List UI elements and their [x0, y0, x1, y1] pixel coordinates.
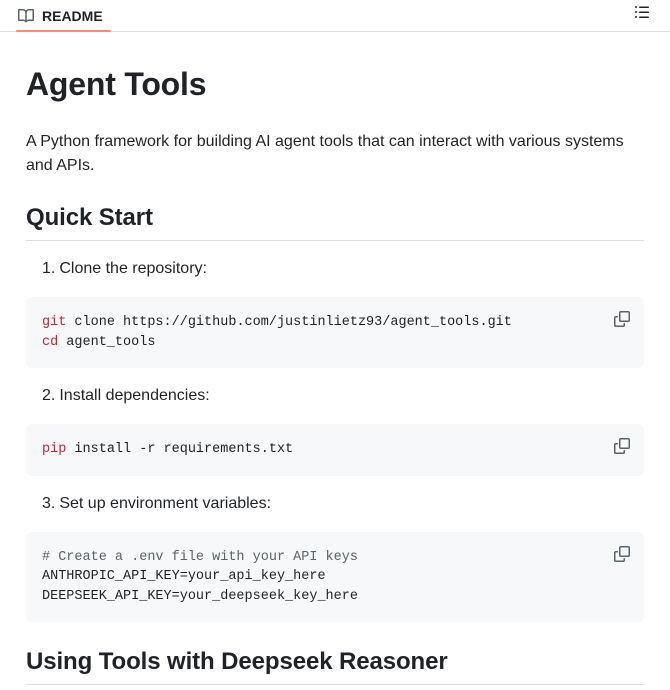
readme-tabbar: [0, 0, 670, 32]
section-heading-using-tools: Using Tools with Deepseek Reasoner: [26, 648, 644, 685]
code-line: ANTHROPIC_API_KEY=your_api_key_here: [42, 569, 326, 585]
list-item: [26, 492, 644, 516]
quick-start-steps: [26, 257, 644, 622]
step-text: Install dependencies:: [59, 387, 210, 405]
list-unordered-icon[interactable]: [630, 0, 654, 24]
list-item: [26, 257, 644, 281]
code-text: [42, 313, 628, 352]
intro-paragraph: A Python framework for building AI agent tools that can interact with various systems and APIs.: [26, 133, 624, 174]
copy-icon[interactable]: [608, 432, 636, 460]
tab-readme[interactable]: [16, 0, 111, 31]
readme-content: [0, 32, 670, 685]
code-keyword: git: [42, 315, 67, 330]
copy-icon[interactable]: [608, 540, 636, 568]
page-title: Agent Tools: [26, 66, 207, 102]
tab-readme-label: README: [42, 7, 103, 24]
section-heading-quick-start: Quick Start: [26, 204, 644, 241]
code-rest: install -r requirements.txt: [66, 442, 294, 458]
code-line: DEEPSEEK_API_KEY=your_deepseek_key_here: [42, 588, 358, 604]
code-block-install: [26, 424, 644, 476]
list-item: [26, 384, 644, 408]
book-icon: [18, 8, 34, 24]
step-text: Clone the repository:: [59, 260, 207, 277]
step-number: 1.: [42, 260, 56, 277]
code-rest: clone https://github.com/justinlietz93/agent_tools.git: [66, 315, 512, 330]
copy-icon[interactable]: [608, 305, 636, 333]
code-block-clone: [26, 297, 644, 368]
code-keyword: pip: [42, 442, 67, 458]
code-text: [42, 440, 628, 460]
step-number: 2.: [42, 387, 56, 405]
tab-active-indicator: [16, 30, 111, 32]
code-comment: # Create a .env file with your API keys: [42, 549, 358, 565]
code-keyword: cd: [42, 334, 59, 350]
step-text: Set up environment variables:: [59, 494, 272, 512]
code-text: [42, 548, 628, 607]
step-number: 3.: [42, 494, 56, 512]
code-rest: agent_tools: [58, 334, 156, 350]
code-block-env: [26, 532, 644, 623]
